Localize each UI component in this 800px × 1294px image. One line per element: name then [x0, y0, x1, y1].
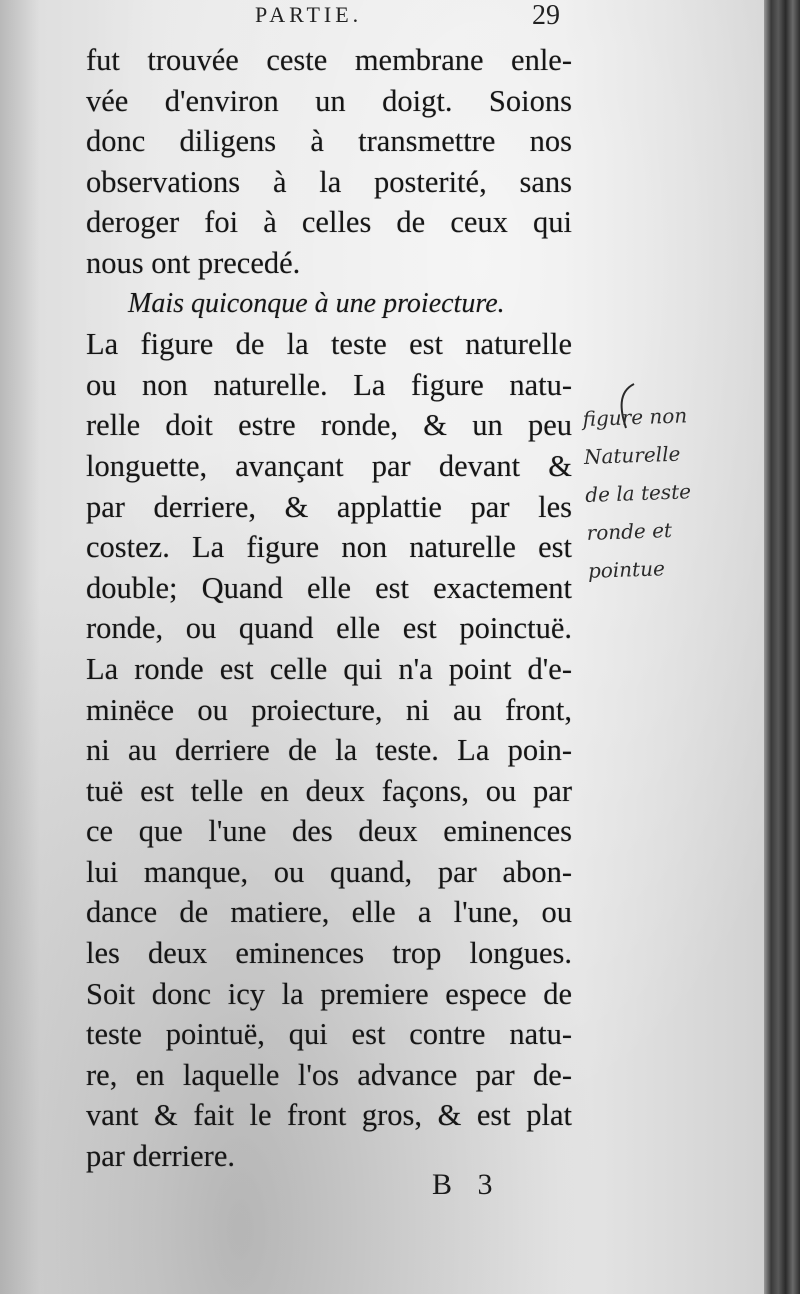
annotation-line: ronde et: [586, 517, 673, 545]
text-line: tuë est telle en deux façons, ou par: [86, 773, 572, 808]
text-line: ni au derriere de la teste. La poin-: [86, 733, 572, 768]
annotation-line: Naturelle: [583, 441, 681, 469]
annotation-line: figure non: [582, 403, 688, 431]
body-text: [86, 40, 572, 1177]
text-line: deroger foi à celles de ceux qui: [86, 205, 572, 240]
text-line: lui manque, ou quand, par abon-: [86, 854, 572, 889]
text-line: ronde, ou quand elle est poinctuë.: [86, 611, 572, 646]
text-line: vant & fait le front gros, & est plat: [86, 1098, 572, 1133]
text-line: La ronde est celle qui n'a point d'e-: [86, 651, 572, 686]
text-line: Soit donc icy la premiere espece de: [86, 976, 572, 1011]
text-line: ce que l'une des deux eminences: [86, 814, 572, 849]
text-line: les deux eminences trop longues.: [86, 936, 572, 971]
text-line: ou non naturelle. La figure natu-: [86, 367, 572, 402]
text-line: La figure de la teste est naturelle: [86, 327, 572, 362]
text-line: teste pointuë, qui est contre natu-: [86, 1017, 572, 1052]
text-line: relle doit estre ronde, & un peu: [86, 408, 572, 443]
text-line: double; Quand elle est exactement: [86, 570, 572, 605]
text-line: donc diligens à transmettre nos: [86, 124, 572, 159]
text-line: re, en laquelle l'os advance par de-: [86, 1057, 572, 1092]
annotation-line: pointue: [587, 556, 666, 583]
text-line: minëce ou proiecture, ni au front,: [86, 692, 572, 727]
text-line: observations à la posterité, sans: [86, 164, 572, 199]
text-line: nous ont precedé.: [86, 245, 301, 280]
text-line: dance de matiere, elle a l'une, ou: [86, 895, 572, 930]
page-number: 29: [532, 0, 560, 31]
page-shadow: [0, 0, 40, 1294]
text-line: costez. La figure non naturelle est: [86, 530, 572, 565]
text-line: par derriere, & applattie par les: [86, 489, 572, 524]
margin-annotation: [582, 394, 774, 590]
text-line: fut trouvée ceste membrane enle-: [86, 43, 572, 77]
running-head: PARTIE.: [255, 2, 363, 27]
book-gutter: [764, 0, 800, 1294]
italic-line: Mais quiconque à une proiecture.: [128, 287, 505, 319]
text-line: longuette, avançant par devant &: [86, 448, 572, 483]
annotation-line: de la teste: [584, 479, 692, 507]
signature-mark: B 3: [432, 1168, 493, 1201]
text-line: par derriere.: [86, 1139, 236, 1174]
text-line: vée d'environ un doigt. Soions: [86, 83, 572, 118]
